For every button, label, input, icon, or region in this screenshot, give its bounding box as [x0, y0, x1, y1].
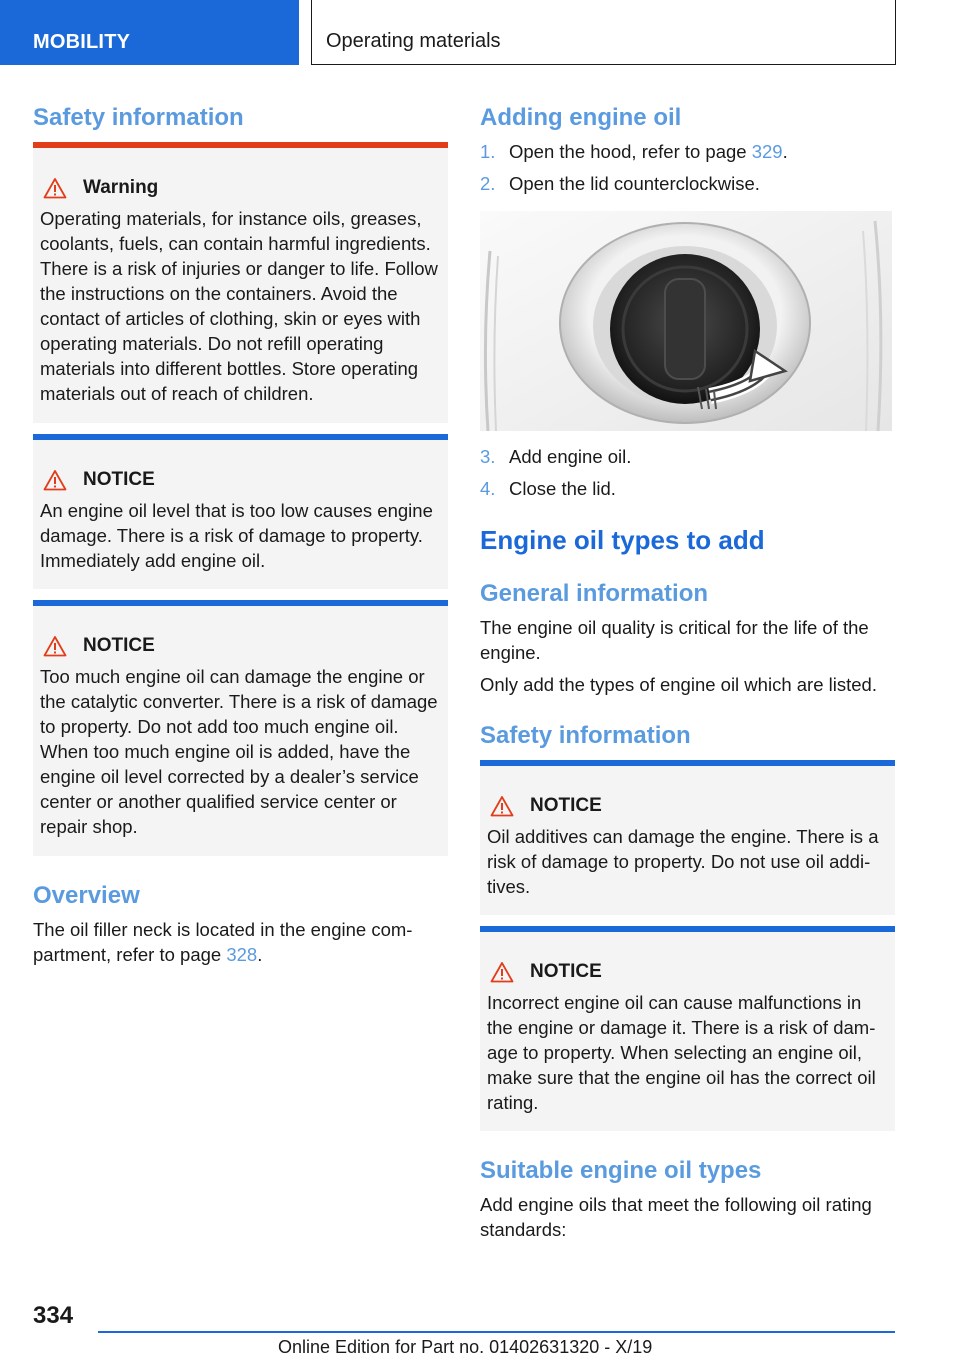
notice-text-3: Oil additives can damage the engine. There is a risk of damage to property. Do not use oil additives.	[487, 826, 879, 897]
chapter-tab	[311, 0, 896, 65]
notice-title-4	[490, 960, 602, 984]
page-link-328[interactable]: 328	[226, 944, 258, 965]
notice-box-4	[480, 926, 895, 1131]
warning-triangle-icon	[490, 961, 514, 983]
warning-title-text: Warning	[83, 177, 159, 198]
warning-box	[33, 142, 448, 423]
step-4: 4. Close the lid.	[480, 478, 616, 499]
safety-heading-left: Safety information	[33, 104, 244, 131]
section-label: MOBILITY	[33, 31, 131, 53]
oil-types-heading: Engine oil types to add	[480, 525, 765, 555]
edition-text: Online Edition for Part no. 01402631320 - X/19	[278, 1337, 653, 1357]
step-2: 2. Open the lid counterclockwise.	[480, 173, 760, 194]
general-info-text-1: The engine oil quality is critical for the life of the engine.	[480, 617, 869, 663]
notice-title-3	[490, 794, 602, 818]
general-info-text-2: Only add the types of engine oil which are listed.	[480, 674, 877, 695]
warning-text: Operating materials, for instance oils, greases, coolants, fuels, can contain harmful ingredients. There is a risk of injuries or danger to life. Follow the instructions on the containers. Avoid the contact of articles of clothing, skin or eyes with operating materials. Do not refill operating materials into different bottles. Store operating materials out of reach of children.	[40, 208, 438, 404]
warning-triangle-icon	[43, 177, 67, 199]
suitable-oil-heading: Suitable engine oil types	[480, 1157, 762, 1184]
section-tab	[0, 0, 299, 65]
notice-box-3	[480, 760, 895, 915]
warning-title	[43, 176, 158, 200]
warning-triangle-icon	[490, 795, 514, 817]
step-1: 1. Open the hood, refer to page 329.	[480, 141, 788, 162]
notice-text-4: Incorrect engine oil can cause malfunctions in the engine or damage it. There is a risk of damage to property. When selecting an engine oil, make sure that the engine oil has the correct oil rating.	[487, 992, 876, 1113]
page-number: 334	[33, 1302, 74, 1329]
notice-box-1	[33, 434, 448, 589]
notice-title-text-4: NOTICE	[530, 961, 602, 982]
general-info-heading: General information	[480, 580, 709, 607]
oil-filler-cap-photo	[480, 211, 892, 431]
adding-oil-heading: Adding engine oil	[480, 104, 682, 131]
notice-title-text-3: NOTICE	[530, 795, 602, 816]
suitable-oil-text: Add engine oils that meet the following oil rating standards:	[480, 1194, 872, 1240]
safety-heading-right: Safety information	[480, 722, 691, 749]
overview-paragraph: The oil filler neck is located in the engine compartment, refer to page 328.	[33, 919, 413, 965]
page-link-329[interactable]: 329	[751, 141, 783, 162]
notice-title-text-1: NOTICE	[83, 469, 155, 490]
step-3: 3. Add engine oil.	[480, 446, 632, 467]
notice-title-2	[43, 634, 155, 658]
warning-triangle-icon	[43, 635, 67, 657]
notice-box-2	[33, 600, 448, 856]
notice-text-1: An engine oil level that is too low causes engine damage. There is a risk of damage to property. Immediately add engine oil.	[40, 500, 433, 571]
warning-triangle-icon	[43, 469, 67, 491]
notice-text-2: Too much engine oil can damage the engine or the catalytic converter. There is a risk of damage to property. Do not add too much engine oil. When too much engine oil is added, have the engine oil level corrected by a dealer’s service center or another qualified service center or repair shop.	[40, 666, 438, 837]
overview-heading: Overview	[33, 882, 140, 909]
notice-title-text-2: NOTICE	[83, 635, 155, 656]
chapter-label: Operating materials	[326, 30, 501, 52]
notice-title-1	[43, 468, 155, 492]
footer-divider	[98, 1331, 895, 1333]
